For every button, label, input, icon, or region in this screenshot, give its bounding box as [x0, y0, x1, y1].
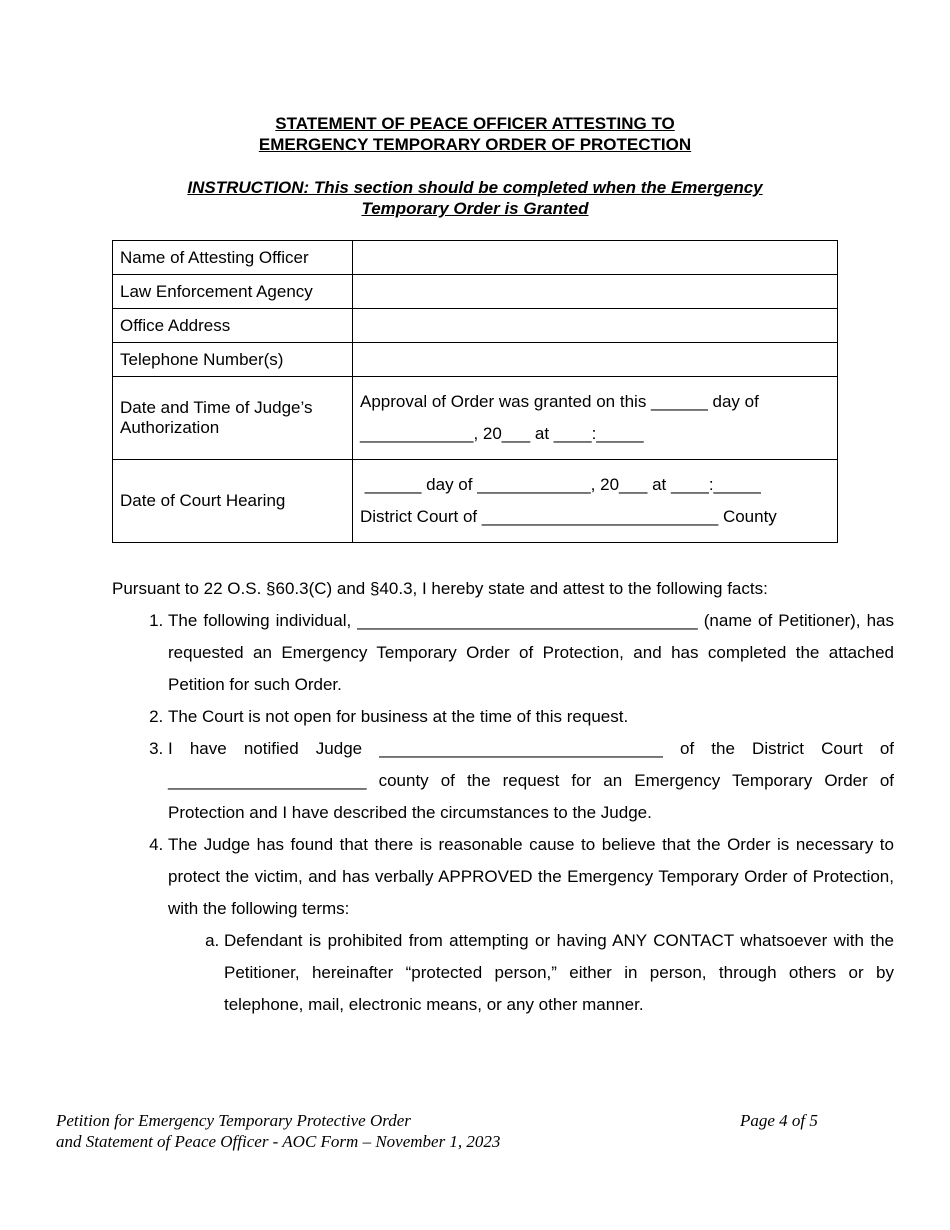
authorization-label: Date and Time of Judge’s Authorization — [113, 377, 353, 460]
telephone-label: Telephone Number(s) — [113, 343, 353, 377]
hearing-line-2: District Court of _________________________ County — [360, 507, 777, 526]
officer-name-field[interactable] — [353, 241, 838, 275]
office-address-field[interactable] — [353, 309, 838, 343]
hearing-label: Date of Court Hearing — [113, 460, 353, 543]
page-number: Page 4 of 5 — [740, 1111, 818, 1130]
instruction — [0, 177, 950, 219]
agency-field[interactable] — [353, 275, 838, 309]
authorization-line-1: Approval of Order was granted on this ______ day of — [360, 392, 759, 411]
table-row — [113, 241, 838, 275]
hearing-line-1: ______ day of ____________, 20___ at ____:_____ — [360, 475, 761, 494]
instruction-line-2: Temporary Order is Granted — [361, 199, 589, 218]
officer-info-table — [112, 240, 838, 543]
intro-statement: Pursuant to 22 O.S. §60.3(C) and §40.3, I hereby state and attest to the following facts: — [112, 579, 768, 598]
officer-name-label: Name of Attesting Officer — [113, 241, 353, 275]
list-item — [168, 829, 894, 1021]
table-row — [113, 309, 838, 343]
telephone-field[interactable] — [353, 343, 838, 377]
list-item: 1. The following individual, ____________________________________ (name of Petitioner), has requested an Emergency Temporary Order of Protection, and has completed the attached Petition for such Order. — [168, 605, 894, 701]
footer-form-info — [56, 1110, 500, 1152]
table-row — [113, 377, 838, 460]
list-item: 2. The Court is not open for business at the time of this request. — [168, 701, 894, 733]
table-row — [113, 343, 838, 377]
list-item-text: The Judge has found that there is reasonable cause to believe that the Order is necessary to protect the victim, and has verbally APPROVED the Emergency Temporary Order of Protection, with the following terms: — [168, 835, 894, 918]
title-line-1: STATEMENT OF PEACE OFFICER ATTESTING TO — [275, 114, 675, 133]
table-row — [113, 460, 838, 543]
title-line-2: EMERGENCY TEMPORARY ORDER OF PROTECTION — [258, 135, 692, 154]
instruction-line-1: INSTRUCTION: This section should be completed when the Emergency — [187, 178, 763, 197]
hearing-field[interactable] — [353, 460, 838, 543]
authorization-line-2: ____________, 20___ at ____:_____ — [360, 424, 644, 443]
document-title — [0, 113, 950, 155]
list-item: 3. I have notified Judge ______________________________ of the District Court of _____________________ county of the request for an Emergency Temporary Order of Protection and I have described the circumstances to the Judge. — [168, 733, 894, 829]
terms-list — [168, 925, 894, 1021]
office-address-label: Office Address — [113, 309, 353, 343]
list-item: a. Defendant is prohibited from attempting or having ANY CONTACT whatsoever with the Petitioner, hereinafter “protected person,” either in person, through others or by telephone, mail, electronic means, or any other manner. — [224, 925, 894, 1021]
footer-line-2: and Statement of Peace Officer - AOC Form – November 1, 2023 — [56, 1132, 501, 1151]
footer-line-1: Petition for Emergency Temporary Protective Order — [56, 1111, 411, 1130]
authorization-field[interactable] — [353, 377, 838, 460]
agency-label: Law Enforcement Agency — [113, 275, 353, 309]
table-row — [113, 275, 838, 309]
facts-list — [112, 605, 894, 1021]
